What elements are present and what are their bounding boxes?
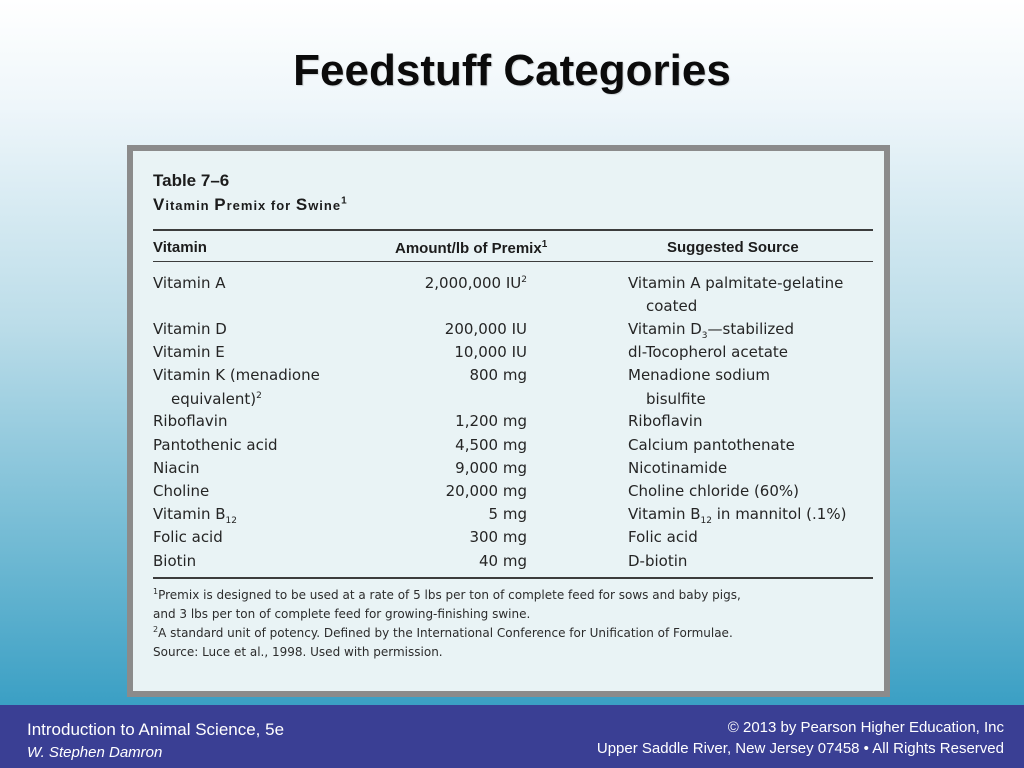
- table-row: Vitamin E 10,000 IU dl-Tocopherol acetate: [153, 343, 788, 362]
- table-row: Folic acid 300 mg Folic acid: [153, 528, 698, 547]
- table-row: Vitamin $B_{12}$ 5 mg Vitamin $B_{12}$ in mannitol (.1%): [153, 505, 847, 527]
- table-footnotes: [153, 586, 873, 662]
- column-header-vitamin: Vitamin: [153, 239, 207, 256]
- footer-author: W. Stephen Damron: [27, 744, 163, 761]
- table-title: Vitamin Premix for Swine$^1$: [153, 195, 348, 214]
- table-row: Choline 20,000 mg Choline chloride (60%): [153, 481, 799, 500]
- footer-copyright: © 2013 by Pearson Higher Education, Inc: [727, 719, 1004, 736]
- footnote-2: $^2$A standard unit of potency. Defined by the International Conference for Unification of Formulae.: [153, 625, 733, 640]
- slide-title: Feedstuff Categories: [293, 46, 731, 95]
- table-header-rule: [153, 261, 873, 262]
- table-row: Vitamin D 200,000 IU Vitamin $D_3—stabilized$: [153, 320, 795, 341]
- table-body: [153, 272, 873, 573]
- vitamin-premix-table: [127, 145, 890, 697]
- slide-footer: [0, 705, 1024, 768]
- table-row: Vitamin K (menadione equivalent)$^2$ 800 mg Menadione sodium bisulfite: [153, 366, 771, 408]
- table-bottom-rule: [153, 577, 873, 579]
- table-row: Vitamin A 2,000,000 $IU^2$ Vitamin A palmitate-gelatine coated: [153, 274, 844, 316]
- table-source: Source: Luce et al., 1998. Used with permission.: [153, 645, 443, 659]
- table-number: Table 7–6: [153, 171, 230, 190]
- table-row: Niacin 9,000 mg Nicotinamide: [153, 458, 728, 477]
- column-header-amount: Amount/lb of Premix$^1$: [395, 239, 548, 257]
- footnote-1-cont: and 3 lbs per ton of complete feed for growing-finishing swine.: [153, 607, 531, 621]
- footer-address: Upper Saddle River, New Jersey 07458 • All Rights Reserved: [596, 740, 1004, 757]
- table-row: Pantothenic acid 4,500 mg Calcium pantothenate: [153, 435, 795, 454]
- footnote-1: $^1$Premix is designed to be used at a rate of 5 lbs per ton of complete feed for sows and baby pigs,: [153, 587, 741, 602]
- table-top-rule: [153, 229, 873, 231]
- table-row: Biotin 40 mg D-biotin: [153, 551, 688, 570]
- footer-book-title: Introduction to Animal Science, 5e: [27, 720, 285, 739]
- column-header-source: Suggested Source: [667, 239, 799, 256]
- table-row: Riboflavin 1,200 mg Riboflavin: [153, 412, 703, 431]
